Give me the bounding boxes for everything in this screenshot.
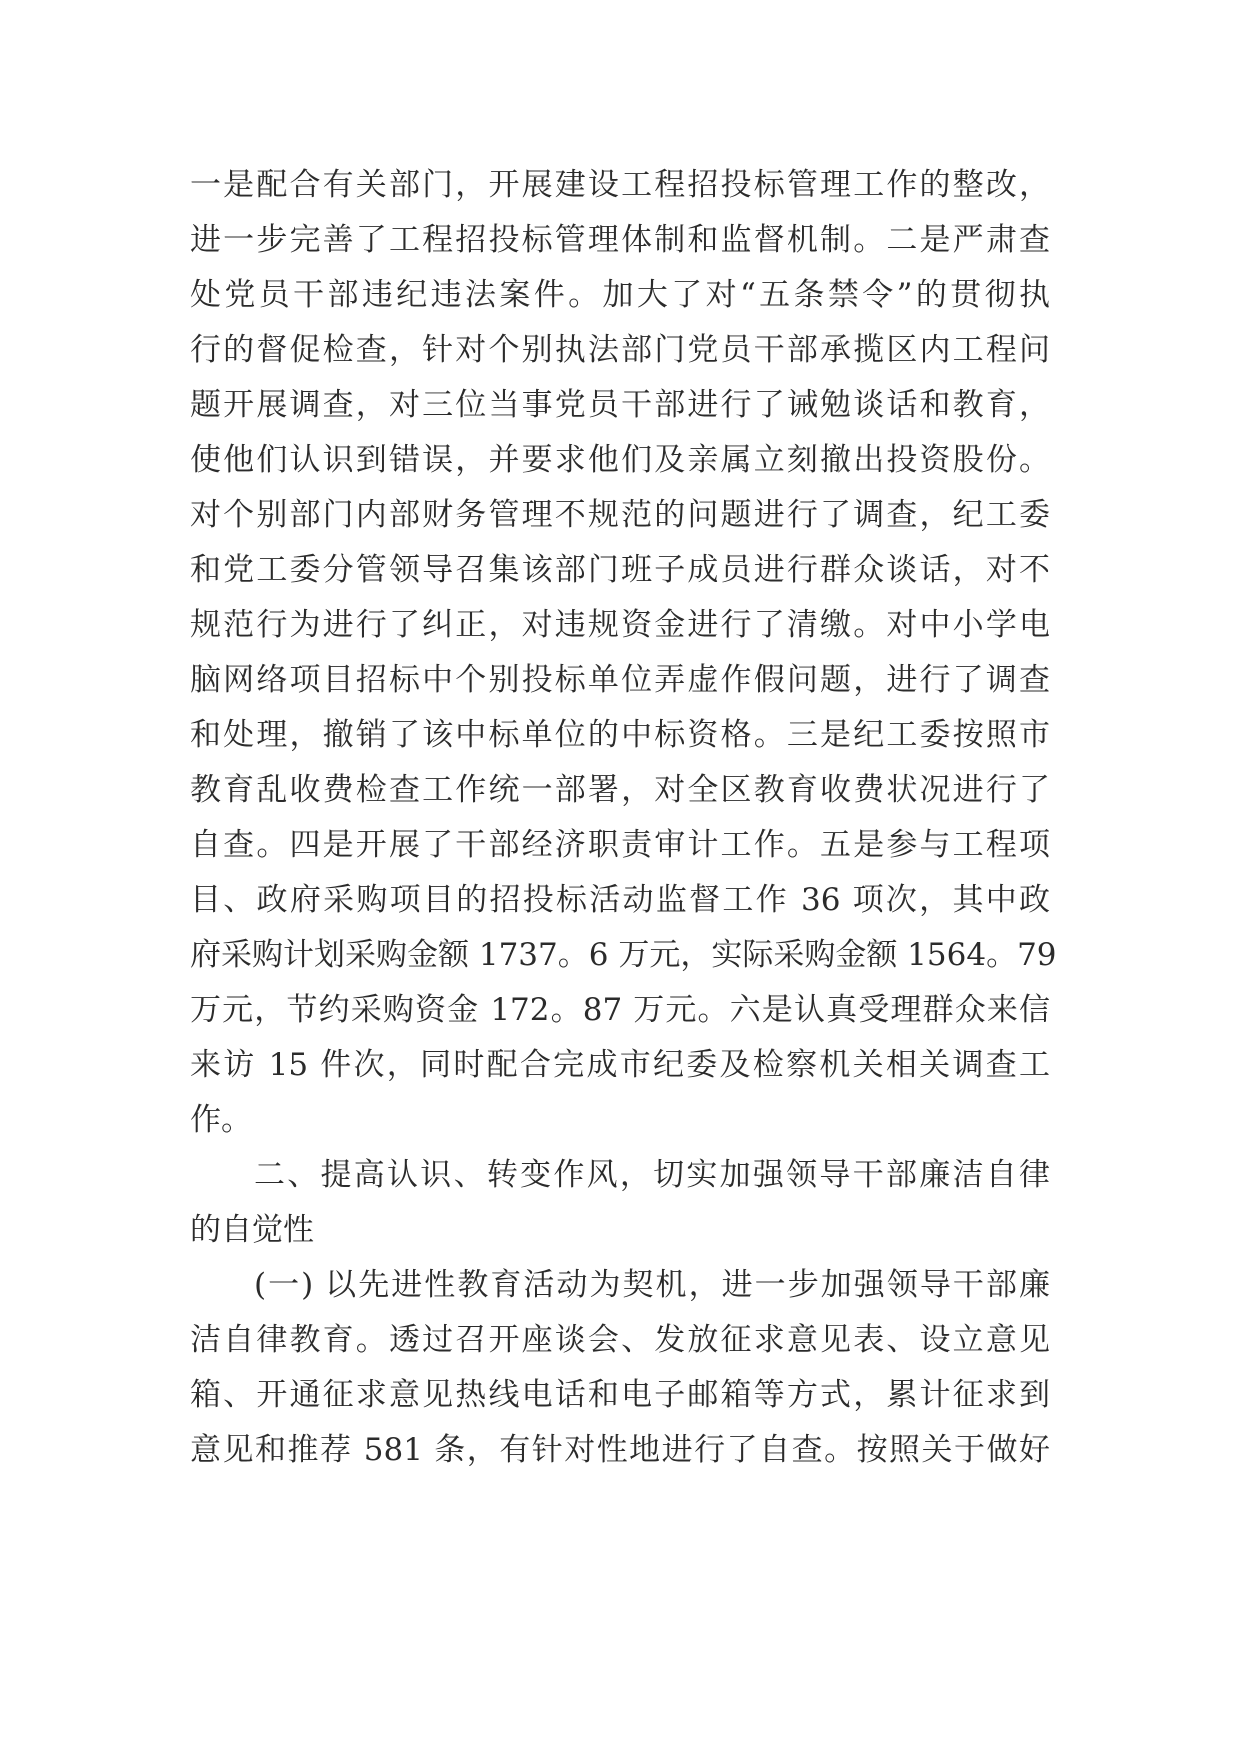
text-line: 来访 15 件次，同时配合完成市纪委及检察机关相关调查工: [190, 1047, 1050, 1083]
text-line: 和党工委分管领导召集该部门班子成员进行群众谈话，对不: [190, 552, 1050, 588]
text-line: (一) 以先进性教育活动为契机，进一步加强领导干部廉: [254, 1267, 1050, 1303]
text-line: 洁自律教育。透过召开座谈会、发放征求意见表、设立意见: [190, 1322, 1050, 1358]
text-line: 自查。四是开展了干部经济职责审计工作。五是参与工程项: [190, 827, 1050, 863]
section-heading-line: 二、提高认识、转变作风，切实加强领导干部廉洁自律: [254, 1157, 1050, 1193]
text-line: 处党员干部违纪违法案件。加大了对“五条禁令”的贯彻执: [190, 277, 1050, 313]
text-line: 万元，节约采购资金 172。87 万元。六是认真受理群众来信: [190, 992, 1050, 1028]
text-line: 府采购计划采购金额 1737。6 万元，实际采购金额 1564。79: [190, 937, 1057, 973]
text-line: 题开展调查，对三位当事党员干部进行了诫勉谈话和教育，: [190, 387, 1050, 423]
text-line: 目、政府采购项目的招投标活动监督工作 36 项次，其中政: [190, 882, 1050, 918]
text-line: 箱、开通征求意见热线电话和电子邮箱等方式，累计征求到: [190, 1377, 1050, 1413]
text-line: 规范行为进行了纠正，对违规资金进行了清缴。对中小学电: [190, 607, 1050, 643]
text-line: 行的督促检查，针对个别执法部门党员干部承揽区内工程问: [190, 332, 1050, 368]
text-line: 一是配合有关部门，开展建设工程招投标管理工作的整改，: [190, 167, 1050, 203]
text-line: 使他们认识到错误，并要求他们及亲属立刻撤出投资股份。: [190, 442, 1050, 478]
text-line: 教育乱收费检查工作统一部署，对全区教育收费状况进行了: [190, 772, 1050, 808]
section-heading-line: 的自觉性: [190, 1212, 314, 1248]
text-line: 进一步完善了工程招投标管理体制和监督机制。二是严肃查: [190, 222, 1050, 258]
text-line: 意见和推荐 581 条，有针对性地进行了自查。按照关于做好: [190, 1432, 1050, 1468]
text-line: 和处理，撤销了该中标单位的中标资格。三是纪工委按照市: [190, 717, 1050, 753]
text-line: 对个别部门内部财务管理不规范的问题进行了调查，纪工委: [190, 497, 1050, 533]
text-line: 作。: [190, 1102, 252, 1138]
document-body: [190, 158, 1057, 1478]
text-line: 脑网络项目招标中个别投标单位弄虚作假问题，进行了调查: [190, 662, 1050, 698]
